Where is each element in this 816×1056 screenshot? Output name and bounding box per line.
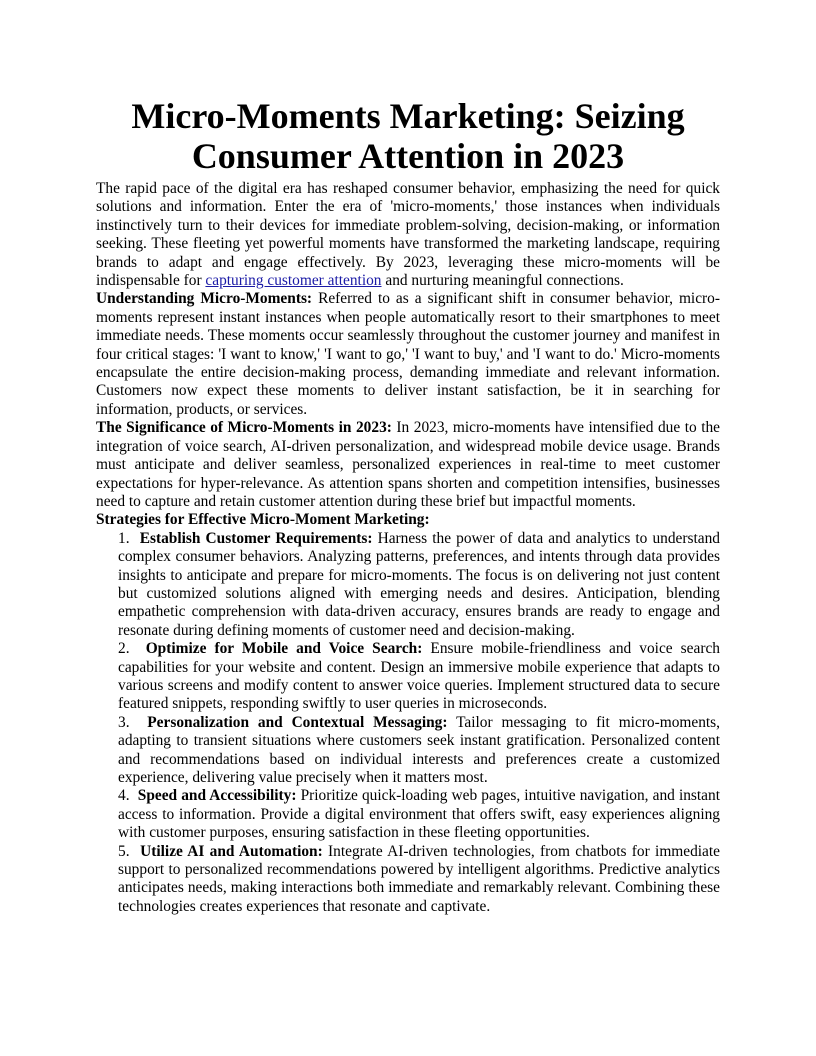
strategy-item bbox=[118, 714, 720, 788]
strategy-body: Ensure mobile-friendliness and voice search capabilities for your website and content. Design an immersive mobile experience that adapts to various screens and modify content to answer voice queries. Implement structured data to secure featured snippets, responding swiftly to user queries in microseconds. bbox=[118, 640, 720, 713]
strategy-number: 1. bbox=[118, 529, 130, 547]
strategy-item bbox=[118, 787, 720, 842]
strategy-number: 3. bbox=[118, 713, 130, 731]
page-title-line-2: Consumer Attention in 2023 bbox=[191, 136, 625, 176]
strategy-number: 5. bbox=[118, 842, 130, 860]
strategy-item bbox=[118, 530, 720, 640]
strategy-number: 2. bbox=[118, 640, 130, 658]
section-body: In 2023, micro-moments have intensified due to the integration of voice search, AI-driven personalization, and widespread mobile device usage. Brands must anticipate and deliver seamless, personalized experiences in real-time to meet customer expectations for hyper-relevance. As attention spans shorten and competition intensifies, businesses need to capture and retain customer attention during these brief but impactful moments. bbox=[96, 419, 721, 510]
strategy-body: Integrate AI-driven technologies, from chatbots for immediate support to personalized recommendations powered by intelligent algorithms. Predictive analytics anticipates needs, making interactions both immediate and remarkably relevant. Combining these technologies creates experiences that resonate and captivate. bbox=[118, 842, 720, 915]
intro-text-after-link: and nurturing meaningful connections. bbox=[381, 272, 624, 290]
section-body: Referred to as a significant shift in consumer behavior, micro-moments represent instant instances when people automatically resort to their smartphones to meet immediate needs. These moments occur seamlessly throughout the customer journey and manifest in four critical stages: 'I want to know,' 'I want to go,' 'I want to buy,' and 'I want to do.' Micro-moments encapsulate the entire decision-making process, demanding immediate and relevant information. Customers now expect these moments to deliver instant satisfaction, be it in searching for information, products, or services. bbox=[96, 290, 720, 418]
capturing-customer-attention-link[interactable]: capturing customer attention bbox=[205, 272, 382, 290]
strategy-body: Harness the power of data and analytics to understand complex consumer behaviors. Analyzing patterns, preferences, and intents through data provides insights to anticipate and prepare for micro-moments. The focus is on delivering not just content but customized solutions aligned with emerging needs and desires. Anticipation, blending empathetic comprehension with data-driven accuracy, ensures brands are ready to engage and resonate during defining moments of customer need and decision-making. bbox=[118, 529, 720, 639]
strategy-body: Tailor messaging to fit micro-moments, adapting to transient situations where customers seek instant gratification. Personalized content and recommendations based on individual interests and preferences create a customized experience, delivering value precisely when it matters most. bbox=[118, 713, 721, 786]
strategy-item bbox=[118, 640, 720, 714]
section-heading: Understanding Micro-Moments: bbox=[96, 290, 313, 308]
strategy-title: Utilize AI and Automation: bbox=[140, 842, 323, 860]
strategies-heading: Strategies for Effective Micro-Moment Marketing: bbox=[96, 511, 430, 529]
intro-text-before-link: The rapid pace of the digital era has reshaped consumer behavior, emphasizing the need for quick solutions and information. Enter the era of 'micro-moments,' those instances when individuals instinctively turn to their devices for immediate problem-solving, decision-making, or information seeking. These fleeting yet powerful moments have transformed the marketing landscape, requiring brands to adapt and engage effectively. By 2023, leveraging these micro-moments will be indispensable for bbox=[96, 180, 720, 290]
intro-paragraph bbox=[96, 180, 720, 290]
strategy-title: Optimize for Mobile and Voice Search: bbox=[145, 640, 423, 658]
page-title-line-1: Micro-Moments Marketing: Seizing bbox=[131, 96, 685, 136]
strategy-title: Personalization and Contextual Messaging: bbox=[147, 713, 448, 731]
section-significance-2023 bbox=[96, 419, 720, 511]
section-heading: The Significance of Micro-Moments in 2023: bbox=[96, 419, 392, 437]
strategies-list bbox=[96, 530, 720, 917]
strategy-item bbox=[118, 843, 720, 917]
section-understanding-micro-moments bbox=[96, 290, 720, 419]
strategy-number: 4. bbox=[118, 787, 130, 805]
strategy-title: Establish Customer Requirements: bbox=[139, 529, 373, 547]
strategy-body: Prioritize quick-loading web pages, intuitive navigation, and instant access to information. Provide a digital environment that offers swift, easy experiences aligning with customer purposes, ensuring satisfaction in these fleeting opportunities. bbox=[118, 787, 720, 842]
strategy-title: Speed and Accessibility: bbox=[137, 787, 297, 805]
page-title bbox=[96, 96, 720, 176]
